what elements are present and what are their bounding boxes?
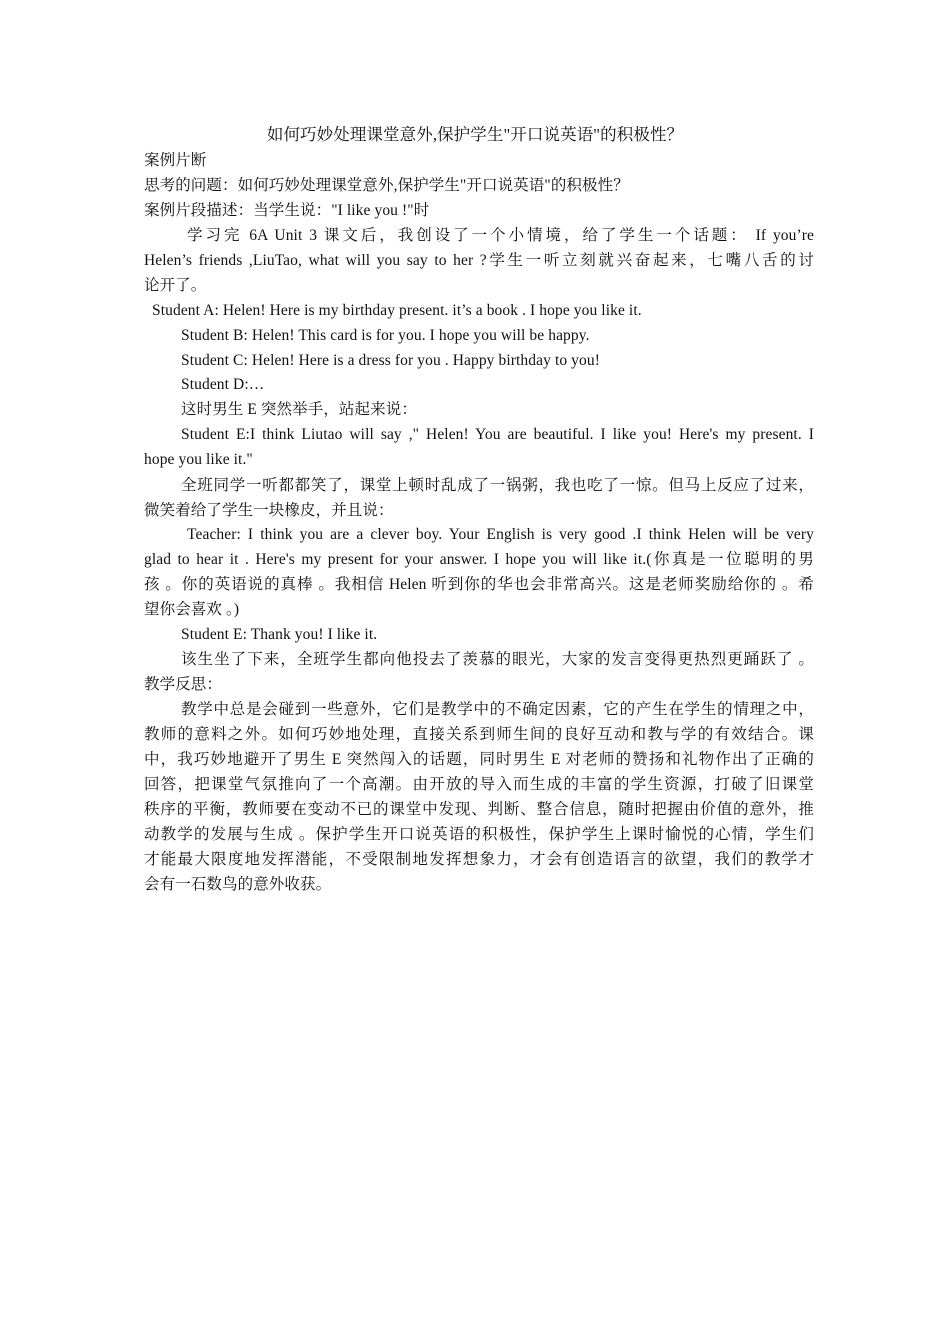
teacher-line-4: 望你会喜欢 。) <box>144 601 240 618</box>
student-d-line: Student D:… <box>181 376 265 393</box>
document-title: 如何巧妙处理课堂意外,保护学生"开口说英语"的积极性？ <box>266 125 684 144</box>
class-reaction-line-2: 微笑着给了学生一块橡皮，并且说： <box>144 502 394 519</box>
reflection-line-5: 秩序的平衡，教师要在变动不已的课堂中发现、判断、整合信息，随时把握由价值的意外，推 <box>144 801 814 818</box>
teacher-line-3: 孩 。你的英语说的真棒 。我相信 Helen 听到你的华也会非常高兴。这是老师奖励给你的 。希 <box>144 576 814 593</box>
reflection-line-8: 会有一石数鸟的意外收获。 <box>144 876 332 893</box>
teacher-line-1: Teacher: I think you are a clever boy. Your English is very good .I think Helen will be very <box>187 526 814 543</box>
class-reaction-line-1: 全班同学一听都都笑了，课堂上顿时乱成了一锅粥，我也吃了一惊。但马上反应了过来， <box>181 477 814 494</box>
student-b-line: Student B: Helen! This card is for you. I hope you will be happy. <box>181 327 590 344</box>
intro-paragraph-line-2: Helen’s friends ,LiuTao, what will you say to her ?学生一听立刻就兴奋起来，七嘴八舌的讨 <box>144 252 814 269</box>
reflection-line-7: 才能最大限度地发挥潜能，不受限制地发挥想象力，才会有创造语言的欲望，我们的教学才 <box>144 851 814 868</box>
reflection-line-4: 回答，把课堂气氛推向了一个高潮。由开放的导入而生成的丰富的学生资源，打破了旧课堂 <box>144 776 814 793</box>
description-line: 案例片段描述：当学生说："I like you !"时 <box>144 202 430 219</box>
student-c-line: Student C: Helen! Here is a dress for you . Happy birthday to you! <box>181 352 600 369</box>
intro-paragraph-line-1: 学习完 6A Unit 3 课文后，我创设了一个小情境，给了学生一个话题： If you’re <box>187 227 814 244</box>
student-e-line-2: hope you like it." <box>144 451 253 468</box>
student-e-line-1: Student E:I think Liutao will say ," Helen! You are beautiful. I like you! Here's my present. I <box>181 426 814 443</box>
section-case-heading: 案例片断 <box>144 152 207 169</box>
student-a-line: Student A: Helen! Here is my birthday present. it’s a book . I hope you like it. <box>152 302 642 319</box>
after-paragraph-line: 该生坐了下来，全班学生都向他投去了羡慕的眼光，大家的发言变得更热烈更踊跃了 。 <box>181 651 814 668</box>
teacher-line-2: glad to hear it . Here's my present for your answer. I hope you will like it.(你真是一位聪明的男 <box>144 551 814 568</box>
intro-paragraph-line-3: 论开了。 <box>144 277 207 294</box>
boy-e-intro-line: 这时男生 E 突然举手，站起来说： <box>181 401 417 418</box>
reflection-line-1: 教学中总是会碰到一些意外，它们是教学中的不确定因素，它的产生在学生的情理之中， <box>181 701 814 718</box>
reflection-line-6: 动教学的发展与生成 。保护学生开口说英语的积极性，保护学生上课时愉悦的心情，学生们 <box>144 826 814 843</box>
reflection-line-3: 中，我巧妙地避开了男生 E 突然闯入的话题，同时男生 E 对老师的赞扬和礼物作出了正确的 <box>144 751 814 768</box>
reflection-heading: 教学反思： <box>144 676 223 693</box>
question-line: 思考的问题：如何巧妙处理课堂意外,保护学生"开口说英语"的积极性？ <box>144 177 629 194</box>
student-e-reply-line: Student E: Thank you! I like it. <box>181 626 378 643</box>
reflection-line-2: 教师的意料之外。如何巧妙地处理，直接关系到师生间的良好互动和教与学的有效结合。课 <box>144 726 814 743</box>
